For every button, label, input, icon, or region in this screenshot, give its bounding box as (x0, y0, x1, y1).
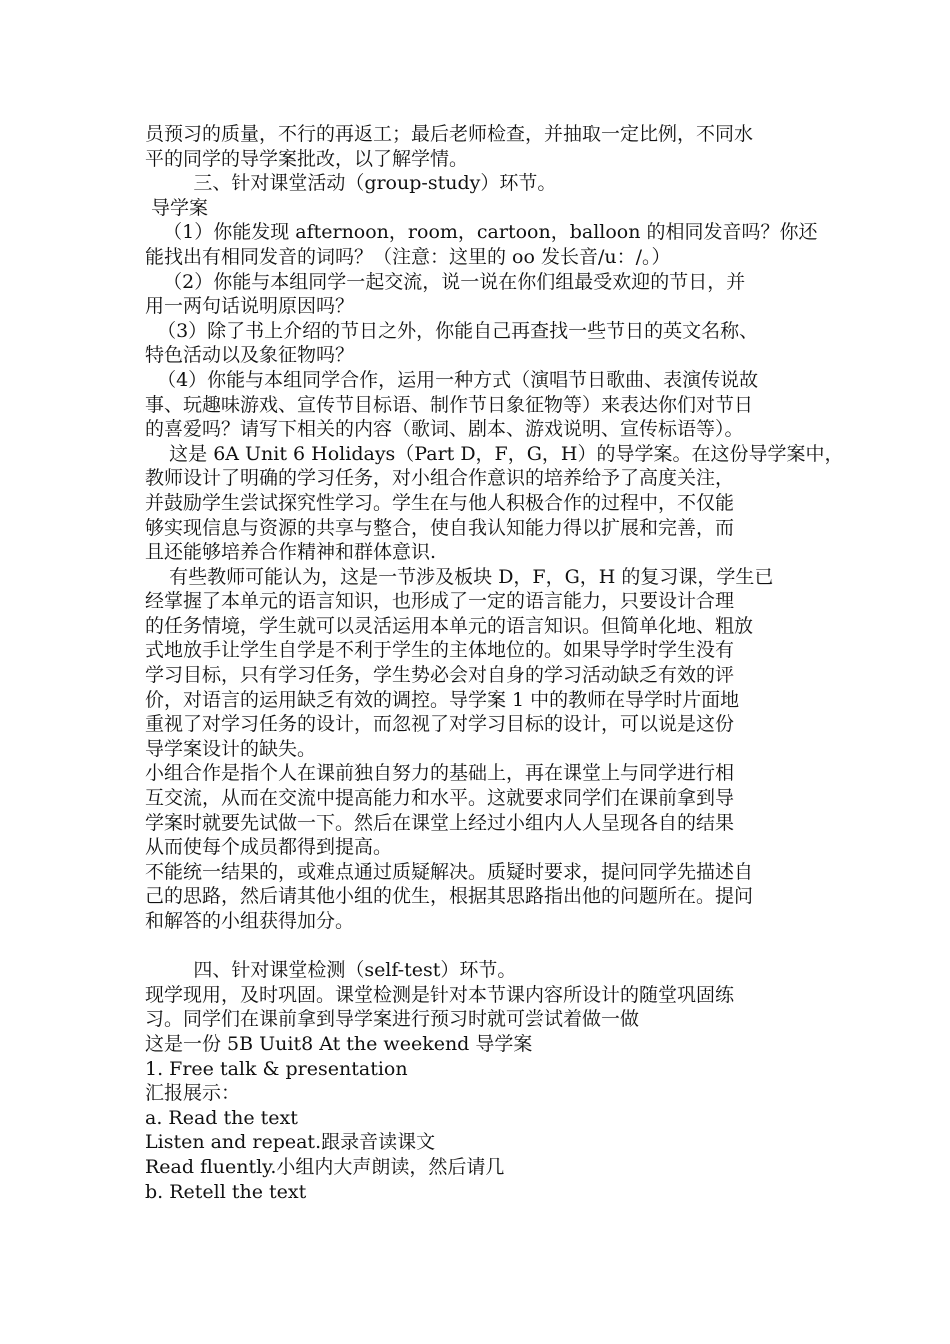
text-line: 己的思路，然后请其他小组的优生，根据其思路指出他的问题所在。提问 (145, 885, 754, 908)
text-line: 四、针对课堂检测（self-test）环节。 (145, 959, 517, 982)
text-line: 导学案设计的缺失。 (145, 737, 317, 760)
text-line: 重视了对学习任务的设计，而忽视了对学习目标的设计，可以说是这份 (145, 713, 735, 736)
text-line: （4）你能与本组同学合作，运用一种方式（演唱节日歌曲、表演传说故 (145, 368, 759, 391)
text-line: Listen and repeat.跟录音读课文 (145, 1131, 436, 1154)
text-line: b. Retell the text (145, 1180, 307, 1203)
text-line: 从而使每个成员都得到提高。 (145, 836, 393, 859)
text-line: 习。同学们在课前拿到导学案进行预习时就可尝试着做一做 (145, 1008, 640, 1031)
text-line: 事、玩趣味游戏、宣传节目标语、制作节日象征物等）来表达你们对节日 (145, 393, 754, 416)
text-line: 汇报展示： (145, 1082, 241, 1105)
text-line: 用一两句话说明原因吗？ (145, 295, 355, 318)
text-line: 这是 6A Unit 6 Holidays（Part D，F，G，H）的导学案。在这份导学案中， (145, 442, 844, 465)
text-line: 教师设计了明确的学习任务，对小组合作意识的培养给予了高度关注， (145, 467, 735, 490)
text-line: （2）你能与本组同学一起交流，说一说在你们组最受欢迎的节日，并 (145, 270, 746, 293)
text-line: Read fluently.小组内大声朗读，然后请几 (145, 1155, 505, 1178)
text-line: 够实现信息与资源的共享与整合，使自我认知能力得以扩展和完善，而 (145, 516, 735, 539)
text-line: 的任务情境，学生就可以灵活运用本单元的语言知识。但简单化地、粗放 (145, 614, 754, 637)
text-line: 互交流，从而在交流中提高能力和水平。这就要求同学们在课前拿到导 (145, 787, 735, 810)
text-line: （1）你能发现 afternoon，room，cartoon，balloon 的相同发音吗？你还 (145, 221, 818, 244)
text-line: 学习目标，只有学习任务，学生势必会对自身的学习活动缺乏有效的评 (145, 664, 735, 687)
text-line: 能找出有相同发音的词吗？（注意：这里的 oo 发长音/u：/。） (145, 245, 671, 268)
text-line: a. Read the text (145, 1106, 298, 1129)
text-line: 并鼓励学生尝试探究性学习。学生在与他人积极合作的过程中，不仅能 (145, 491, 735, 514)
text-line: 这是一份 5B Uuit8 At the weekend 导学案 (145, 1032, 533, 1055)
text-line: 价，对语言的运用缺乏有效的调控。导学案 1 中的教师在导学时片面地 (145, 688, 740, 711)
text-line: 导学案 (145, 196, 209, 219)
text-line: 式地放手让学生自学是不利于学生的主体地位的。如果导学时学生没有 (145, 639, 735, 662)
text-line: 且还能够培养合作精神和群体意识. (145, 541, 437, 564)
text-line: 员预习的质量，不行的再返工；最后老师检查，并抽取一定比例，不同水 (145, 123, 754, 145)
text-line: 不能统一结果的，或难点通过质疑解决。质疑时要求，提问同学先描述自 (145, 860, 754, 883)
text-line: 特色活动以及象征物吗？ (145, 344, 355, 367)
text-line: 现学现用，及时巩固。课堂检测是针对本节课内容所设计的随堂巩固练 (145, 983, 735, 1006)
text-line: 有些教师可能认为，这是一节涉及板块 D，F，G，H 的复习课，学生已 (145, 565, 774, 588)
text-line: 三、针对课堂活动（group-study）环节。 (145, 172, 557, 195)
text-line: 小组合作是指个人在课前独自努力的基础上，再在课堂上与同学进行相 (145, 762, 735, 785)
text-line: （3）除了书上介绍的节日之外，你能自己再查找一些节日的英文名称、 (145, 319, 759, 342)
text-line: 经掌握了本单元的语言知识，也形成了一定的语言能力，只要设计合理 (145, 590, 735, 613)
text-line: 学案时就要先试做一下。然后在课堂上经过小组内人人呈现各自的结果 (145, 811, 735, 834)
document-body (145, 122, 844, 1204)
text-line: 的喜爱吗？请写下相关的内容（歌词、剧本、游戏说明、宣传标语等）。 (145, 418, 744, 441)
text-line (145, 934, 810, 959)
text-line: 和解答的小组获得加分。 (145, 910, 355, 932)
text-line: 平的同学的导学案批改，以了解学情。 (145, 147, 469, 170)
text-line: 1. Free talk & presentation (145, 1057, 408, 1080)
